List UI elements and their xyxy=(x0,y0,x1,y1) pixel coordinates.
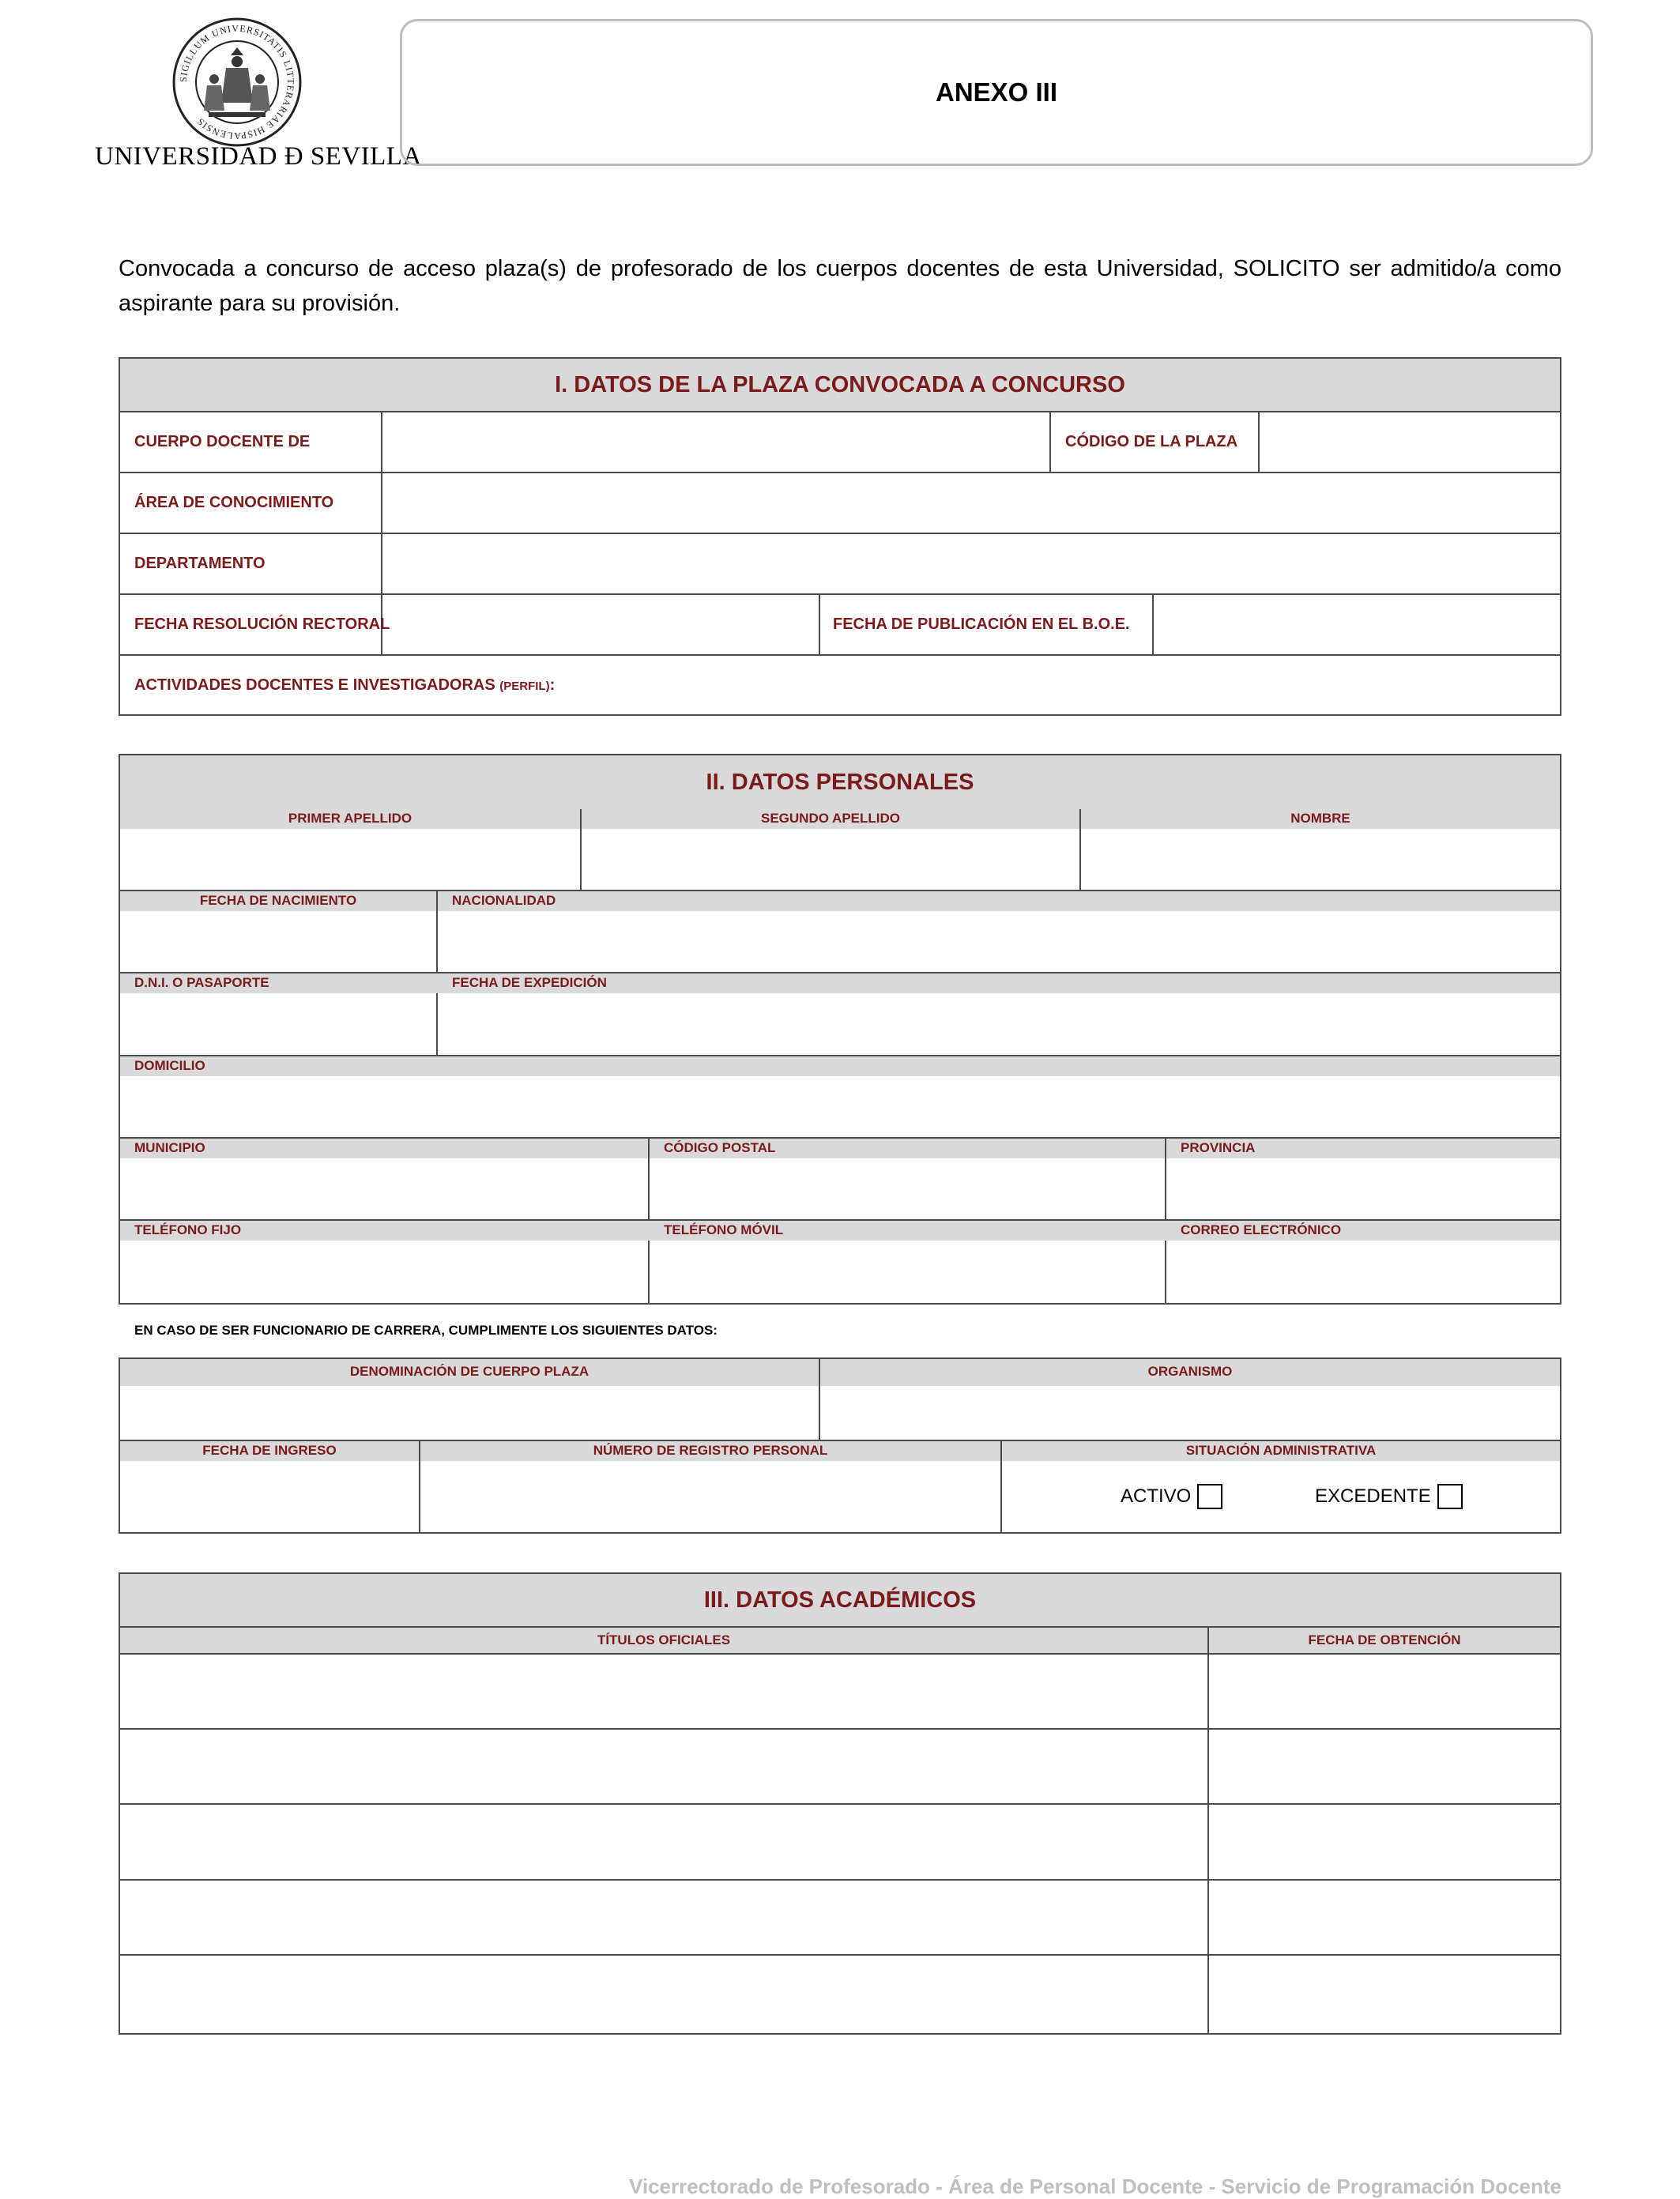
primer-apellido-field[interactable] xyxy=(120,830,578,888)
actividades-label[interactable] xyxy=(134,676,555,695)
university-name: UNIVERSIDAD Ð SEVILLA xyxy=(95,142,422,171)
departamento-field[interactable] xyxy=(384,534,1560,592)
codigo-plaza-field[interactable] xyxy=(1261,412,1560,470)
correo-field[interactable] xyxy=(1168,1242,1560,1303)
segundo-apellido-label: SEGUNDO APELLIDO xyxy=(761,811,900,826)
activo-label: ACTIVO xyxy=(1121,1485,1192,1507)
cuerpo-docente-field[interactable] xyxy=(384,412,1048,470)
telefono-fijo-field[interactable] xyxy=(120,1242,646,1303)
fecha-publicacion-label: FECHA DE PUBLICACIÓN EN EL B.O.E. xyxy=(833,616,1130,633)
departamento-label: DEPARTAMENTO xyxy=(134,555,266,572)
cuerpo-docente-label: CUERPO DOCENTE DE xyxy=(134,433,311,450)
section-academicos xyxy=(119,1572,1561,2035)
fecha-publicacion-field[interactable] xyxy=(1155,595,1560,653)
excedente-option xyxy=(1315,1484,1463,1509)
domicilio-label: DOMICILIO xyxy=(134,1058,205,1073)
primer-apellido-label: PRIMER APELLIDO xyxy=(288,811,412,826)
titulo-field-5[interactable] xyxy=(120,1956,1206,2033)
activo-option xyxy=(1121,1484,1222,1509)
university-seal-icon xyxy=(171,16,303,149)
fecha-obtencion-field-3[interactable] xyxy=(1211,1805,1560,1877)
provincia-label: PROVINCIA xyxy=(1181,1140,1256,1155)
area-conocimiento-field[interactable] xyxy=(384,473,1560,531)
annex-title-box xyxy=(400,19,1593,166)
denominacion-field[interactable] xyxy=(120,1388,817,1438)
municipio-field[interactable] xyxy=(120,1160,646,1218)
codigo-postal-label: CÓDIGO POSTAL xyxy=(664,1140,776,1155)
fecha-ingreso-field[interactable] xyxy=(120,1463,417,1532)
university-logo xyxy=(95,16,422,178)
municipio-label: MUNICIPIO xyxy=(134,1140,205,1155)
titulo-field-4[interactable] xyxy=(120,1881,1206,1952)
nacionalidad-label: NACIONALIDAD xyxy=(452,893,556,908)
section-funcionario xyxy=(119,1357,1561,1534)
area-conocimiento-label: ÁREA DE CONOCIMIENTO xyxy=(134,494,334,511)
fecha-obtencion-field-5[interactable] xyxy=(1211,1956,1560,2033)
section-academicos-title: III. DATOS ACADÉMICOS xyxy=(120,1574,1560,1628)
section-personal-title: II. DATOS PERSONALES xyxy=(120,755,1560,811)
intro-text: Convocada a concurso de acceso plaza(s) de profesorado de los cuerpos docentes de esta Universidad, SOLICITO ser admitido/a como aspirante para su provisión. xyxy=(119,256,1561,316)
nombre-label: NOMBRE xyxy=(1290,811,1350,826)
telefono-fijo-label: TELÉFONO FIJO xyxy=(134,1222,242,1237)
fecha-nacimiento-field[interactable] xyxy=(120,913,435,970)
nacionalidad-field[interactable] xyxy=(439,913,1560,970)
numero-registro-field[interactable] xyxy=(422,1463,999,1532)
organismo-label: ORGANISMO xyxy=(1147,1364,1233,1379)
codigo-plaza-label: CÓDIGO DE LA PLAZA xyxy=(1065,433,1238,450)
titulo-field-3[interactable] xyxy=(120,1805,1206,1877)
titulo-field-1[interactable] xyxy=(120,1655,1206,1726)
codigo-postal-field[interactable] xyxy=(651,1160,1163,1218)
correo-label: CORREO ELECTRÓNICO xyxy=(1181,1222,1342,1237)
organismo-field[interactable] xyxy=(822,1388,1560,1438)
telefono-movil-field[interactable] xyxy=(651,1242,1163,1303)
fecha-resolucion-field[interactable] xyxy=(384,595,817,653)
section-plaza-title: I. DATOS DE LA PLAZA CONVOCADA A CONCURSO xyxy=(120,359,1560,412)
numero-registro-label: NÚMERO DE REGISTRO PERSONAL xyxy=(593,1443,828,1458)
fecha-obtencion-field-4[interactable] xyxy=(1211,1881,1560,1952)
actividades-colon: : xyxy=(549,676,556,694)
provincia-field[interactable] xyxy=(1168,1160,1560,1218)
fecha-expedicion-field[interactable] xyxy=(439,995,1560,1053)
fecha-ingreso-label: FECHA DE INGRESO xyxy=(202,1443,337,1458)
fecha-obtencion-field-2[interactable] xyxy=(1211,1730,1560,1802)
dni-field[interactable] xyxy=(120,995,435,1053)
excedente-label: EXCEDENTE xyxy=(1315,1485,1431,1507)
denominacion-label: DENOMINACIÓN DE CUERPO PLAZA xyxy=(349,1364,590,1379)
titulo-field-2[interactable] xyxy=(120,1730,1206,1802)
situacion-label: SITUACIÓN ADMINISTRATIVA xyxy=(1185,1443,1377,1458)
actividades-perfil: (PERFIL) xyxy=(499,680,550,693)
nombre-field[interactable] xyxy=(1083,830,1560,888)
domicilio-field[interactable] xyxy=(120,1078,1560,1135)
fecha-nacimiento-label: FECHA DE NACIMIENTO xyxy=(199,893,357,908)
fecha-obtencion-label: FECHA DE OBTENCIÓN xyxy=(1308,1632,1461,1647)
page-footer: Vicerrectorado de Profesorado - Área de Personal Docente - Servicio de Programación Docente xyxy=(628,2175,1561,2198)
excedente-checkbox[interactable] xyxy=(1437,1484,1463,1509)
fecha-resolucion-label: FECHA RESOLUCIÓN RECTORAL xyxy=(134,616,390,633)
telefono-movil-label: TELÉFONO MÓVIL xyxy=(664,1222,784,1237)
fecha-obtencion-field-1[interactable] xyxy=(1211,1655,1560,1726)
fecha-expedicion-label: FECHA DE EXPEDICIÓN xyxy=(452,975,607,990)
annex-title: ANEXO III xyxy=(935,77,1058,107)
actividades-text: ACTIVIDADES DOCENTES E INVESTIGADORAS xyxy=(134,676,495,694)
segundo-apellido-field[interactable] xyxy=(583,830,1078,888)
section-personal xyxy=(119,754,1561,1305)
section-plaza xyxy=(119,357,1561,716)
titulos-label: TÍTULOS OFICIALES xyxy=(597,1632,731,1647)
funcionario-note: EN CASO DE SER FUNCIONARIO DE CARRERA, CUMPLIMENTE LOS SIGUIENTES DATOS: xyxy=(134,1323,718,1338)
seal-text: SIGILLUM UNIVERSITATIS LITTERARIAE HISPALENSIS xyxy=(177,22,297,142)
activo-checkbox[interactable] xyxy=(1197,1484,1222,1509)
dni-label: D.N.I. O PASAPORTE xyxy=(134,975,269,990)
